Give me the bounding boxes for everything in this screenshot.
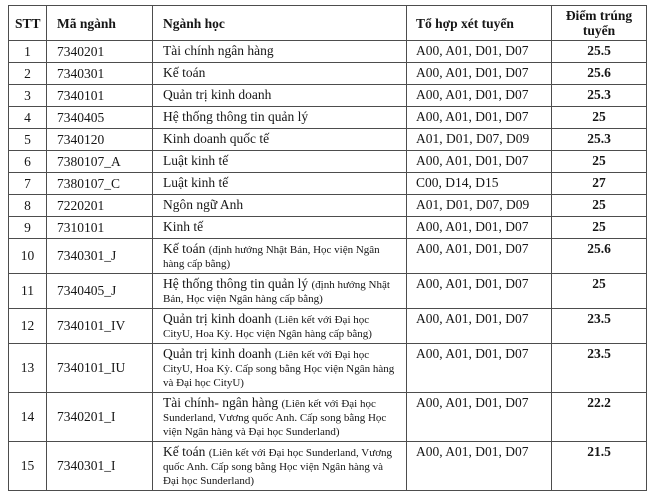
table-row (9, 344, 647, 393)
cell-diem: 23.5 (552, 344, 647, 393)
program-name: Hệ thống thông tin quản lý (163, 276, 309, 291)
cell-nganh-hoc (153, 309, 407, 344)
cell-to-hop: A00, A01, D01, D07 (407, 151, 552, 173)
cell-ma-nganh: 7340201_I (47, 393, 153, 442)
program-name: Kế toán (163, 65, 206, 80)
cell-stt: 9 (9, 217, 47, 239)
cell-nganh-hoc (153, 239, 407, 274)
cell-nganh-hoc (153, 151, 407, 173)
cell-to-hop: C00, D14, D15 (407, 173, 552, 195)
cell-stt: 1 (9, 41, 47, 63)
cell-stt: 4 (9, 107, 47, 129)
program-name: Tài chính ngân hàng (163, 43, 274, 58)
cell-to-hop: A00, A01, D01, D07 (407, 217, 552, 239)
program-note: (Liên kết với Đại học Sunderland, Vương quốc Anh. Cấp song bằng Học viện Ngân hàng và Đại học Sunderland) (163, 398, 387, 438)
cell-ma-nganh: 7220201 (47, 195, 153, 217)
cell-stt: 6 (9, 151, 47, 173)
cell-nganh-hoc (153, 63, 407, 85)
cell-stt: 12 (9, 309, 47, 344)
cell-to-hop: A00, A01, D01, D07 (407, 85, 552, 107)
cell-ma-nganh: 7380107_C (47, 173, 153, 195)
cell-ma-nganh: 7380107_A (47, 151, 153, 173)
cell-nganh-hoc (153, 344, 407, 393)
table-body (9, 41, 647, 491)
cell-diem: 25.3 (552, 129, 647, 151)
cell-diem: 25 (552, 217, 647, 239)
table-row (9, 107, 647, 129)
cell-stt: 13 (9, 344, 47, 393)
program-name: Ngôn ngữ Anh (163, 197, 244, 212)
program-name: Luật kinh tế (163, 175, 229, 190)
program-note: (Liên kết với Đại học CityU, Hoa Kỳ. Cấp song bằng Học viện Ngân hàng và Đại học CityU) (163, 349, 395, 389)
cell-stt: 14 (9, 393, 47, 442)
header-to-hop: Tổ hợp xét tuyển (407, 6, 552, 41)
cell-to-hop: A01, D01, D07, D09 (407, 195, 552, 217)
program-name: Luật kinh tế (163, 153, 229, 168)
table-row (9, 41, 647, 63)
cell-stt: 11 (9, 274, 47, 309)
cell-ma-nganh: 7340301 (47, 63, 153, 85)
cell-diem: 25.3 (552, 85, 647, 107)
cell-ma-nganh: 7340101_IV (47, 309, 153, 344)
program-name: Quản trị kinh doanh (163, 346, 272, 361)
program-name: Kinh tế (163, 219, 204, 234)
cell-ma-nganh: 7340405 (47, 107, 153, 129)
header-ma-nganh: Mã ngành (47, 6, 153, 41)
table-row (9, 63, 647, 85)
cell-to-hop: A00, A01, D01, D07 (407, 442, 552, 491)
cell-nganh-hoc (153, 85, 407, 107)
program-name: Quản trị kinh doanh (163, 87, 272, 102)
cell-stt: 7 (9, 173, 47, 195)
cell-nganh-hoc (153, 217, 407, 239)
cell-diem: 25.6 (552, 63, 647, 85)
cell-diem: 25.6 (552, 239, 647, 274)
table-row (9, 442, 647, 491)
cell-diem: 25 (552, 107, 647, 129)
cell-to-hop: A00, A01, D01, D07 (407, 107, 552, 129)
cell-ma-nganh: 7310101 (47, 217, 153, 239)
program-name: Quản trị kinh doanh (163, 311, 272, 326)
program-name: Hệ thống thông tin quản lý (163, 109, 309, 124)
cell-ma-nganh: 7340301_I (47, 442, 153, 491)
cell-stt: 8 (9, 195, 47, 217)
cell-nganh-hoc (153, 41, 407, 63)
cell-stt: 5 (9, 129, 47, 151)
cell-nganh-hoc (153, 195, 407, 217)
table-row (9, 309, 647, 344)
cell-nganh-hoc (153, 442, 407, 491)
cell-diem: 21.5 (552, 442, 647, 491)
cell-ma-nganh: 7340405_J (47, 274, 153, 309)
table-row (9, 274, 647, 309)
cell-stt: 15 (9, 442, 47, 491)
cell-diem: 25 (552, 151, 647, 173)
program-note: (Liên kết với Đại học CityU, Hoa Kỳ. Học viện Ngân hàng cấp bằng) (163, 314, 372, 340)
header-diem: Điểm trúng tuyển (552, 6, 647, 41)
cell-diem: 27 (552, 173, 647, 195)
cell-to-hop: A01, D01, D07, D09 (407, 129, 552, 151)
cell-stt: 3 (9, 85, 47, 107)
cell-diem: 25.5 (552, 41, 647, 63)
cell-ma-nganh: 7340201 (47, 41, 153, 63)
program-name: Kế toán (163, 444, 206, 459)
header-row (9, 6, 647, 41)
table-row (9, 173, 647, 195)
program-note: (định hướng Nhật Bản, Học viện Ngân hàng cấp bằng) (163, 279, 390, 305)
table-row (9, 195, 647, 217)
table-row (9, 129, 647, 151)
cell-ma-nganh: 7340120 (47, 129, 153, 151)
cell-to-hop: A00, A01, D01, D07 (407, 309, 552, 344)
cell-to-hop: A00, A01, D01, D07 (407, 63, 552, 85)
cell-stt: 10 (9, 239, 47, 274)
cell-stt: 2 (9, 63, 47, 85)
cell-diem: 22.2 (552, 393, 647, 442)
program-name: Tài chính- ngân hàng (163, 395, 279, 410)
header-nganh-hoc: Ngành học (153, 6, 407, 41)
table-row (9, 393, 647, 442)
table-row (9, 217, 647, 239)
cell-nganh-hoc (153, 274, 407, 309)
header-stt: STT (9, 6, 47, 41)
cell-to-hop: A00, A01, D01, D07 (407, 41, 552, 63)
admission-score-table (8, 5, 647, 491)
cell-to-hop: A00, A01, D01, D07 (407, 344, 552, 393)
cell-nganh-hoc (153, 173, 407, 195)
cell-ma-nganh: 7340101_IU (47, 344, 153, 393)
program-note: (định hướng Nhật Bản, Học viện Ngân hàng cấp bằng) (163, 244, 380, 270)
cell-diem: 23.5 (552, 309, 647, 344)
cell-nganh-hoc (153, 393, 407, 442)
cell-ma-nganh: 7340101 (47, 85, 153, 107)
table-row (9, 151, 647, 173)
table-row (9, 239, 647, 274)
cell-to-hop: A00, A01, D01, D07 (407, 274, 552, 309)
cell-to-hop: A00, A01, D01, D07 (407, 393, 552, 442)
program-name: Kế toán (163, 241, 206, 256)
cell-ma-nganh: 7340301_J (47, 239, 153, 274)
program-name: Kinh doanh quốc tế (163, 131, 270, 146)
cell-nganh-hoc (153, 107, 407, 129)
cell-diem: 25 (552, 195, 647, 217)
cell-to-hop: A00, A01, D01, D07 (407, 239, 552, 274)
program-note: (Liên kết với Đại học Sunderland, Vương quốc Anh. Cấp song bằng Học viện Ngân hàng và Đại học Sunderland) (163, 447, 393, 487)
table-row (9, 85, 647, 107)
cell-diem: 25 (552, 274, 647, 309)
cell-nganh-hoc (153, 129, 407, 151)
